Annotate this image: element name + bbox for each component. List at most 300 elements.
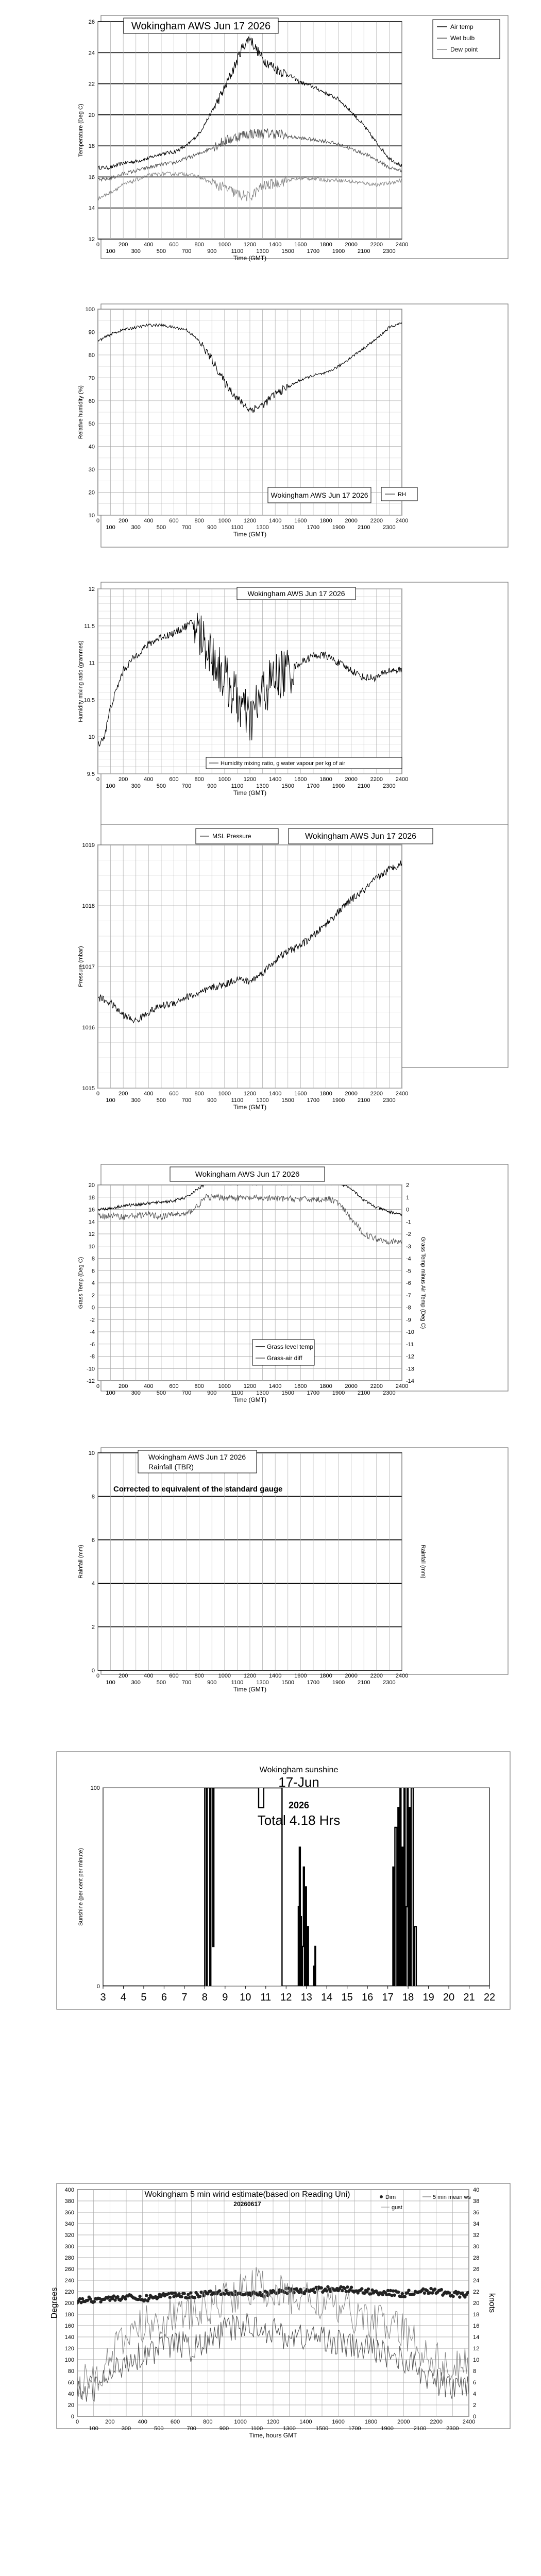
y-tick-label: 20 xyxy=(88,489,95,496)
chart-title: Wokingham AWS Jun 17 2026 xyxy=(148,1453,246,1461)
y2-tick-label: 36 xyxy=(473,2210,480,2216)
x-tick-label: 1600 xyxy=(294,1091,307,1097)
y-tick-label: 120 xyxy=(64,2346,74,2352)
y-tick-label: 40 xyxy=(67,2391,74,2397)
y-tick-label: 8 xyxy=(91,1494,95,1500)
x-tick-label: 400 xyxy=(144,1383,154,1389)
x-tick-label: 700 xyxy=(181,783,192,789)
x-axis-label: Time (GMT) xyxy=(233,789,267,796)
x-tick-label: 600 xyxy=(169,1383,179,1389)
dirn-point xyxy=(292,2291,295,2294)
legend-label: RH xyxy=(398,492,406,498)
legend-label: Grass level temp xyxy=(267,1343,314,1350)
x-tick-label: 1300 xyxy=(256,248,269,255)
x-tick-label: 2200 xyxy=(370,776,383,783)
x-tick-label: 2400 xyxy=(395,518,409,524)
x-tick-label: 100 xyxy=(106,524,115,531)
x-tick-label: 400 xyxy=(144,242,154,248)
y2-tick-label: 26 xyxy=(473,2266,480,2273)
x-tick-label: 1000 xyxy=(218,1383,231,1389)
x-tick-label: 500 xyxy=(156,248,166,255)
y2-tick-label: -5 xyxy=(406,1268,411,1275)
dirn-point xyxy=(397,2291,400,2294)
x-tick-label: 600 xyxy=(169,518,179,524)
x-tick-label: 800 xyxy=(203,2419,213,2425)
y2-axis-label: knots xyxy=(487,2293,496,2313)
dirn-point xyxy=(189,2291,192,2294)
x-tick-label: 1500 xyxy=(281,1680,294,1686)
y-tick-label: 280 xyxy=(64,2255,74,2261)
y-tick-label: 16 xyxy=(88,1207,95,1213)
dirn-point xyxy=(433,2287,436,2291)
dirn-point xyxy=(198,2295,201,2298)
x-tick-label: 500 xyxy=(156,1097,166,1104)
x-tick-label: 300 xyxy=(131,1680,141,1686)
y-tick-label: -12 xyxy=(87,1378,95,1384)
x-tick-label: 100 xyxy=(106,248,115,255)
x-tick-label: 1000 xyxy=(218,776,231,783)
y-tick-label: 60 xyxy=(67,2380,74,2386)
x-tick-label: 2200 xyxy=(370,1673,383,1679)
y-tick-label: 1016 xyxy=(82,1025,95,1031)
y2-tick-label: 28 xyxy=(473,2255,480,2261)
x-tick-label: 2100 xyxy=(413,2426,427,2432)
y-tick-label: 100 xyxy=(64,2357,74,2363)
x-tick-label: 2200 xyxy=(430,2419,443,2425)
y2-tick-label: 38 xyxy=(473,2198,480,2205)
x-tick-label: 13 xyxy=(300,1992,312,2003)
x-tick-label: 2000 xyxy=(345,776,358,783)
x-tick-label: 500 xyxy=(156,524,166,531)
x-tick-label: 3 xyxy=(100,1992,106,2003)
y-tick-label: 10 xyxy=(88,1450,95,1456)
y-tick-label: 260 xyxy=(64,2266,74,2273)
y-tick-label: 140 xyxy=(64,2334,74,2341)
y2-tick-label: -1 xyxy=(406,1219,411,1226)
x-tick-label: 1800 xyxy=(319,1091,332,1097)
x-tick-label: 200 xyxy=(105,2419,115,2425)
x-tick-label: 700 xyxy=(181,524,192,531)
x-tick-label: 1000 xyxy=(234,2419,247,2425)
dirn-point xyxy=(451,2295,454,2298)
x-tick-label: 2200 xyxy=(370,242,383,248)
x-tick-label: 2000 xyxy=(345,1091,358,1097)
y-tick-label: 30 xyxy=(88,467,95,473)
y-tick-label: 1015 xyxy=(82,1086,95,1092)
y2-tick-label: 6 xyxy=(473,2380,477,2386)
x-tick-label: 1500 xyxy=(281,783,294,789)
dirn-point xyxy=(183,2292,186,2295)
x-tick-label: 1400 xyxy=(268,518,282,524)
x-tick-label: 1800 xyxy=(319,242,332,248)
x-tick-label: 1000 xyxy=(218,1091,231,1097)
y2-tick-label: 18 xyxy=(473,2312,480,2318)
x-tick-label: 1600 xyxy=(294,776,307,783)
y2-tick-label: 30 xyxy=(473,2244,480,2250)
dirn-point xyxy=(341,2289,344,2292)
chart-mixing xyxy=(78,582,508,825)
x-tick-label: 1900 xyxy=(332,1097,345,1104)
x-tick-label: 200 xyxy=(118,1383,128,1389)
y-tick-label: 200 xyxy=(64,2300,74,2307)
x-tick-label: 2300 xyxy=(383,1390,396,1396)
dirn-point xyxy=(458,2295,461,2298)
y-tick-label: 40 xyxy=(88,444,95,450)
x-tick-label: 0 xyxy=(96,1673,100,1679)
y2-tick-label: 8 xyxy=(473,2368,477,2375)
y-tick-label: 12 xyxy=(88,236,95,243)
x-tick-label: 1500 xyxy=(281,1097,294,1104)
dirn-point xyxy=(403,2295,407,2298)
x-tick-label: 2000 xyxy=(345,242,358,248)
x-tick-label: 600 xyxy=(169,1673,179,1679)
x-tick-label: 6 xyxy=(161,1992,167,2003)
y-tick-label: 4 xyxy=(91,1280,95,1286)
x-tick-label: 700 xyxy=(187,2426,196,2432)
x-tick-label: 17 xyxy=(382,1992,394,2003)
x-tick-label: 300 xyxy=(131,783,141,789)
x-axis-label: Time (GMT) xyxy=(233,531,267,538)
y2-tick-label: 0 xyxy=(406,1207,410,1213)
dirn-point xyxy=(320,2286,323,2289)
x-tick-label: 500 xyxy=(154,2426,164,2432)
x-tick-label: 1800 xyxy=(364,2419,378,2425)
y-tick-label: 2 xyxy=(91,1292,95,1299)
x-tick-label: 2000 xyxy=(397,2419,410,2425)
y-tick-label: 18 xyxy=(88,143,95,150)
dirn-point xyxy=(407,2289,410,2292)
y-tick-label: 340 xyxy=(64,2221,74,2227)
y-tick-label: 10 xyxy=(88,1243,95,1250)
chart-title: Wokingham AWS Jun 17 2026 xyxy=(195,1170,300,1179)
y2-tick-label: -4 xyxy=(406,1256,411,1262)
x-tick-label: 1800 xyxy=(319,1673,332,1679)
x-tick-label: 200 xyxy=(118,776,128,783)
x-tick-label: 1100 xyxy=(231,1097,244,1104)
x-tick-label: 1700 xyxy=(307,783,320,789)
y-axis-label: Temperature (Deg C) xyxy=(78,104,84,157)
x-tick-label: 1400 xyxy=(268,242,282,248)
x-tick-label: 900 xyxy=(207,1097,217,1104)
y-tick-label: 60 xyxy=(88,398,95,404)
x-tick-label: 1900 xyxy=(381,2426,394,2432)
x-tick-label: 1700 xyxy=(307,1390,320,1396)
x-tick-label: 1200 xyxy=(243,518,257,524)
chart-title: Wokingham AWS Jun 17 2026 xyxy=(131,21,271,32)
y-tick-label: 320 xyxy=(64,2232,74,2239)
y-tick-label: 1019 xyxy=(82,842,95,849)
x-tick-label: 900 xyxy=(207,783,217,789)
dirn-point xyxy=(423,2292,426,2295)
y-tick-label: 400 xyxy=(64,2187,74,2193)
y-tick-label: 8 xyxy=(91,1256,95,1262)
x-axis-label: Time (GMT) xyxy=(233,255,267,262)
y2-tick-label: 32 xyxy=(473,2232,480,2239)
y2-tick-label: 12 xyxy=(473,2346,480,2352)
y-tick-label: 26 xyxy=(88,19,95,25)
legend-label: Dew point xyxy=(450,46,478,53)
x-tick-label: 1200 xyxy=(243,1091,257,1097)
y2-tick-label: 4 xyxy=(473,2391,477,2397)
chart-annotation: Corrected to equivalent of the standard gauge xyxy=(113,1485,283,1494)
x-tick-label: 500 xyxy=(156,1390,166,1396)
y2-tick-label: -10 xyxy=(406,1329,414,1335)
x-tick-label: 1700 xyxy=(307,1680,320,1686)
x-tick-label: 2100 xyxy=(358,248,370,255)
x-tick-label: 2100 xyxy=(358,783,370,789)
y-tick-label: 12 xyxy=(88,586,95,592)
x-tick-label: 0 xyxy=(96,518,100,524)
y-axis-label: Grass Temp (Deg C) xyxy=(78,1257,84,1309)
x-tick-label: 1000 xyxy=(218,1673,231,1679)
dirn-point xyxy=(440,2288,443,2291)
y2-tick-label: -2 xyxy=(406,1231,411,1238)
legend-label: Dirn xyxy=(385,2194,396,2200)
x-tick-label: 1700 xyxy=(307,1097,320,1104)
x-tick-label: 1900 xyxy=(332,524,345,531)
legend-label: 5 min mean ws xyxy=(433,2194,471,2200)
x-tick-label: 1300 xyxy=(256,1097,269,1104)
y2-tick-label: -12 xyxy=(406,1353,414,1360)
x-tick-label: 600 xyxy=(169,776,179,783)
y2-axis-label: Grass Temp minus Air Temp (Deg C) xyxy=(420,1236,426,1329)
x-tick-label: 1600 xyxy=(294,1383,307,1389)
y2-tick-label: 0 xyxy=(473,2414,477,2420)
dirn-point xyxy=(393,2294,396,2297)
x-tick-label: 2200 xyxy=(370,1091,383,1097)
y2-tick-label: 34 xyxy=(473,2221,480,2227)
y-axis-label: Humidity mixing ratio (grammes) xyxy=(78,640,84,722)
x-tick-label: 1500 xyxy=(315,2426,329,2432)
y2-tick-label: -3 xyxy=(406,1243,411,1250)
y2-tick-label: -14 xyxy=(406,1378,414,1384)
x-tick-label: 1100 xyxy=(231,783,244,789)
y-tick-label: 11 xyxy=(89,660,95,667)
x-tick-label: 800 xyxy=(194,1091,204,1097)
x-tick-label: 15 xyxy=(341,1992,353,2003)
x-tick-label: 300 xyxy=(131,524,141,531)
x-tick-label: 2300 xyxy=(383,524,396,531)
x-tick-label: 900 xyxy=(207,524,217,531)
dirn-point xyxy=(202,2294,206,2297)
x-tick-label: 1600 xyxy=(294,518,307,524)
x-tick-label: 1900 xyxy=(332,1680,345,1686)
x-tick-label: 9 xyxy=(222,1992,228,2003)
x-tick-label: 1600 xyxy=(294,242,307,248)
y2-tick-label: 16 xyxy=(473,2323,480,2329)
x-tick-label: 100 xyxy=(106,783,115,789)
x-tick-label: 2000 xyxy=(345,1383,358,1389)
x-tick-label: 1300 xyxy=(283,2426,296,2432)
x-tick-label: 1900 xyxy=(332,783,345,789)
x-tick-label: 200 xyxy=(118,1091,128,1097)
x-tick-label: 0 xyxy=(96,242,100,248)
x-tick-label: 200 xyxy=(118,242,128,248)
x-tick-label: 2200 xyxy=(370,1383,383,1389)
x-tick-label: 1400 xyxy=(268,1383,282,1389)
x-tick-label: 1000 xyxy=(218,242,231,248)
x-tick-label: 16 xyxy=(362,1992,374,2003)
y2-tick-label: 10 xyxy=(473,2357,480,2363)
dirn-point xyxy=(286,2292,289,2295)
y-tick-label: 50 xyxy=(88,421,95,428)
x-tick-label: 1600 xyxy=(332,2419,345,2425)
chart-title: Wokingham AWS Jun 17 2026 xyxy=(270,491,368,499)
dirn-point xyxy=(346,2285,349,2289)
x-tick-label: 100 xyxy=(106,1097,115,1104)
x-tick-label: 900 xyxy=(207,1680,217,1686)
y-tick-label: -6 xyxy=(90,1341,95,1348)
x-tick-label: 700 xyxy=(181,1390,192,1396)
x-tick-label: 19 xyxy=(422,1992,434,2003)
x-tick-label: 2100 xyxy=(358,1097,370,1104)
x-tick-label: 800 xyxy=(194,776,204,783)
x-tick-label: 1100 xyxy=(231,524,244,531)
chart-temperature xyxy=(78,15,508,262)
legend-label: MSL Pressure xyxy=(212,833,251,840)
x-tick-label: 500 xyxy=(156,783,166,789)
x-tick-label: 1400 xyxy=(268,1091,282,1097)
dirn-point xyxy=(93,2300,96,2303)
x-tick-label: 300 xyxy=(131,1097,141,1104)
x-tick-label: 1500 xyxy=(281,248,294,255)
y-tick-label: 2 xyxy=(91,1624,95,1631)
x-axis-label: Time (GMT) xyxy=(233,1686,267,1693)
dirn-point xyxy=(124,2297,127,2300)
x-tick-label: 18 xyxy=(402,1992,414,2003)
x-tick-label: 1200 xyxy=(243,1383,257,1389)
y-tick-label: -10 xyxy=(87,1366,95,1372)
x-tick-label: 700 xyxy=(181,1680,192,1686)
x-tick-label: 1800 xyxy=(319,1383,332,1389)
x-tick-label: 2400 xyxy=(395,1091,409,1097)
dirn-point xyxy=(350,2286,353,2289)
y-tick-label: 240 xyxy=(64,2278,74,2284)
x-tick-label: 8 xyxy=(201,1992,208,2003)
x-tick-label: 400 xyxy=(144,776,154,783)
x-tick-label: 2100 xyxy=(358,524,370,531)
y-tick-label: 18 xyxy=(88,1194,95,1201)
y-tick-label: 14 xyxy=(88,205,95,212)
y-axis-label: Pressure (mbar) xyxy=(78,946,84,987)
chart-year: 2026 xyxy=(288,1800,310,1810)
x-tick-label: 2300 xyxy=(446,2426,459,2432)
chart-wind xyxy=(50,2183,510,2439)
dirn-point xyxy=(218,2289,221,2292)
x-tick-label: 1200 xyxy=(266,2419,280,2425)
x-axis-label: Time, hours GMT xyxy=(249,2432,297,2439)
x-tick-label: 1700 xyxy=(307,524,320,531)
x-tick-label: 900 xyxy=(207,248,217,255)
x-tick-label: 21 xyxy=(463,1992,475,2003)
x-tick-label: 800 xyxy=(194,518,204,524)
y-tick-label: 12 xyxy=(88,1231,95,1238)
x-tick-label: 1900 xyxy=(332,248,345,255)
x-tick-label: 400 xyxy=(144,1673,154,1679)
y-axis-label: Rainfall (mm) xyxy=(78,1545,84,1579)
x-tick-label: 0 xyxy=(96,1383,100,1389)
x-tick-label: 22 xyxy=(483,1992,496,2003)
chart-subtitle: 20260617 xyxy=(233,2200,261,2208)
x-tick-label: 1500 xyxy=(281,524,294,531)
dirn-point xyxy=(367,2287,370,2291)
x-tick-label: 2400 xyxy=(395,776,409,783)
chart-humidity xyxy=(78,304,508,547)
y2-tick-label: 40 xyxy=(473,2187,480,2193)
y-tick-label: -2 xyxy=(90,1317,95,1324)
y2-tick-label: -8 xyxy=(406,1304,411,1311)
y-tick-label: 11.5 xyxy=(84,623,95,630)
y2-tick-label: 1 xyxy=(406,1194,410,1201)
chart-total: Total 4.18 Hrs xyxy=(257,1812,341,1828)
x-tick-label: 900 xyxy=(219,2426,229,2432)
y-tick-label: 6 xyxy=(91,1268,95,1275)
x-tick-label: 12 xyxy=(280,1992,292,2003)
x-tick-label: 100 xyxy=(106,1680,115,1686)
legend-label: Humidity mixing ratio, g water vapour per kg of air xyxy=(221,760,346,767)
y2-tick-label: -13 xyxy=(406,1366,414,1372)
x-tick-label: 2200 xyxy=(370,518,383,524)
y-tick-label: 100 xyxy=(90,1785,100,1791)
y-tick-label: 14 xyxy=(88,1219,95,1226)
legend-label: Grass-air diff xyxy=(267,1354,302,1362)
y-tick-label: 70 xyxy=(88,375,95,382)
y-tick-label: 90 xyxy=(88,329,95,336)
y-tick-label: 0 xyxy=(91,1304,95,1311)
x-tick-label: 600 xyxy=(170,2419,180,2425)
y-axis-label: Relative humidity (%) xyxy=(78,385,84,439)
y2-tick-label: 20 xyxy=(473,2300,480,2307)
y-tick-label: 80 xyxy=(67,2368,74,2375)
x-tick-label: 700 xyxy=(181,1097,192,1104)
y-tick-label: 4 xyxy=(91,1581,95,1587)
x-tick-label: 2300 xyxy=(383,1097,396,1104)
y-tick-label: 20 xyxy=(88,1182,95,1189)
y2-tick-label: -6 xyxy=(406,1280,411,1286)
x-axis-label: Time (GMT) xyxy=(233,1396,267,1403)
dirn-point xyxy=(401,2292,404,2295)
legend-swatch xyxy=(380,2195,383,2198)
x-tick-label: 1100 xyxy=(231,1390,244,1396)
x-tick-label: 1200 xyxy=(243,776,257,783)
x-tick-label: 600 xyxy=(169,1091,179,1097)
x-tick-label: 1400 xyxy=(268,1673,282,1679)
x-tick-label: 2400 xyxy=(462,2419,476,2425)
x-tick-label: 5 xyxy=(141,1992,147,2003)
x-tick-label: 400 xyxy=(144,518,154,524)
y-tick-label: -4 xyxy=(90,1329,95,1335)
y-tick-label: 80 xyxy=(88,352,95,359)
chart-sunshine xyxy=(57,1752,510,2009)
x-tick-label: 300 xyxy=(131,248,141,255)
x-tick-label: 200 xyxy=(118,1673,128,1679)
legend-label: gust xyxy=(392,2205,402,2211)
y-tick-label: 300 xyxy=(64,2244,74,2250)
x-tick-label: 600 xyxy=(169,242,179,248)
y-tick-label: -8 xyxy=(90,1353,95,1360)
chart-title: Wokingham AWS Jun 17 2026 xyxy=(305,832,417,841)
y-tick-label: 22 xyxy=(88,81,95,88)
y-tick-label: 20 xyxy=(88,112,95,118)
y-tick-label: 360 xyxy=(64,2210,74,2216)
y2-tick-label: 24 xyxy=(473,2278,480,2284)
y-axis-label: Sunshine (per cent per minute) xyxy=(78,1848,84,1926)
x-tick-label: 1800 xyxy=(319,776,332,783)
y-tick-label: 160 xyxy=(64,2323,74,2329)
x-tick-label: 2400 xyxy=(395,1673,409,1679)
x-tick-label: 2100 xyxy=(358,1680,370,1686)
x-tick-label: 2300 xyxy=(383,783,396,789)
